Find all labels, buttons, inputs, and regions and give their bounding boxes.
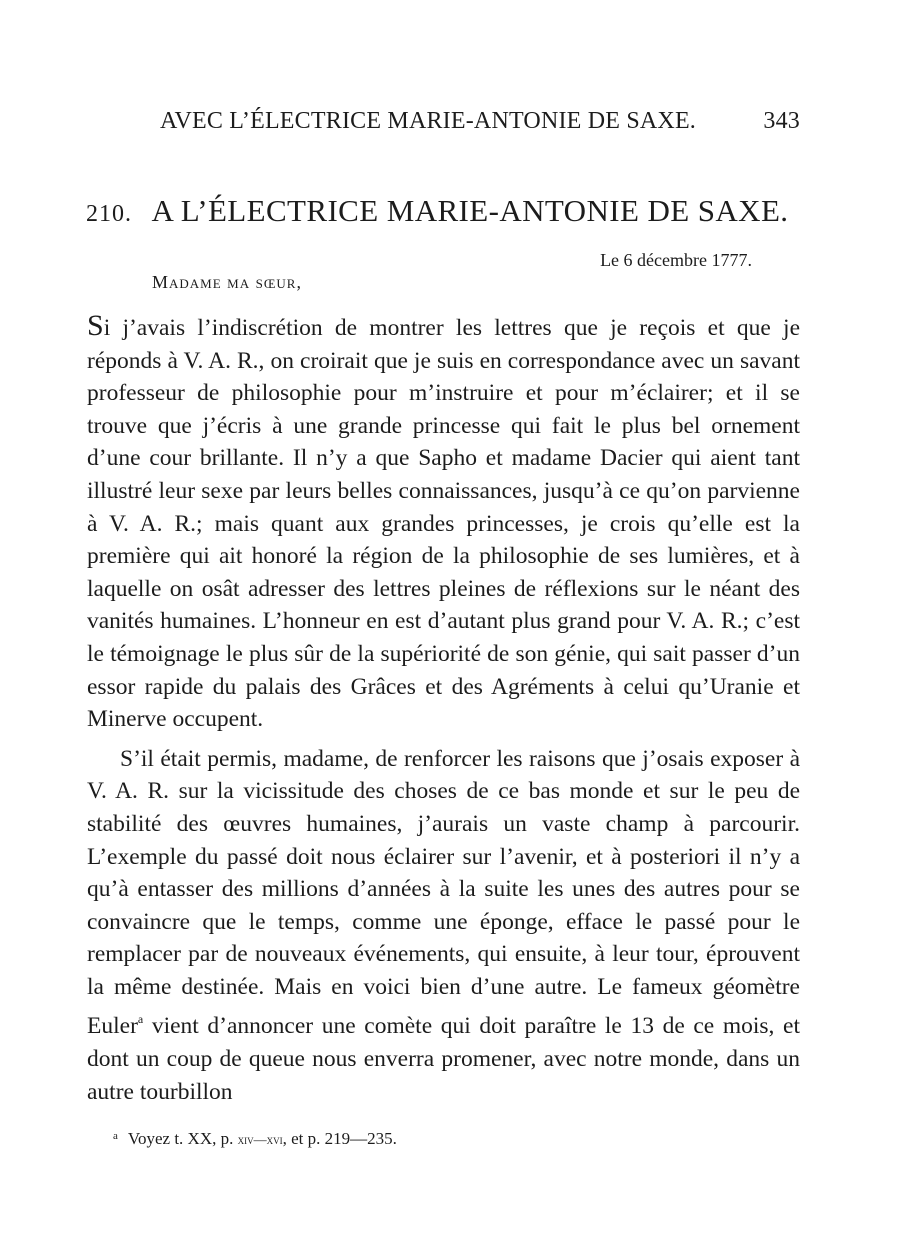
running-head-title: AVEC L’ÉLECTRICE MARIE-ANTONIE DE SAXE. <box>160 108 696 134</box>
paragraph <box>87 743 800 1109</box>
paragraph <box>87 310 800 736</box>
footnote-reference: a <box>137 1012 144 1027</box>
running-head <box>160 108 800 138</box>
letter-body <box>87 310 800 1108</box>
footnote-roman-range: xiv—xvi <box>237 1132 283 1147</box>
footnote-text: , et p. 219—235. <box>282 1129 397 1148</box>
salutation: Madame ma sœur, <box>152 272 302 292</box>
letter-number: 210. <box>86 201 132 227</box>
paragraph-text: S’il était permis, madame, de renforcer les raisons que j’osais exposer à V. A. R. sur la vicissitude des choses de ce bas monde et sur le peu de stabilité des œuvres humaines, j’aurais un vaste champ à parcourir. L’exemple du passé doit nous éclairer sur l’avenir, et à posteriori il n’y a qu’à entasser des millions d’années à la suite les unes des autres pour se convaincre que le temps, comme une éponge, efface le passé pour le remplacer par de nouveaux événements, qui ensuite, à leur tour, éprouvent la même destinée. Mais en voici bien d’une autre. Le fameux géomètre Euler <box>87 745 800 1040</box>
initial-letter: S <box>87 309 104 342</box>
page-number: 343 <box>763 108 800 134</box>
footnote-marker: a <box>113 1130 118 1142</box>
letter-heading <box>86 193 806 229</box>
paragraph-text: vient d’annoncer une comète qui doit paraître le 13 de ce mois, et dont un coup de queue nous enverra promener, avec notre monde, dans un autre tourbillon <box>87 1013 800 1105</box>
letter-date: Le 6 décembre 1777. <box>600 250 752 270</box>
footnote-text: Voyez t. XX, p. <box>127 1129 238 1148</box>
paragraph-text: i j’avais l’indiscrétion de montrer les lettres que je reçois et que je réponds à V. A. R., on croirait que je suis en correspondance avec un savant professeur de philosophie pour m’instruire et pour m’éclairer; et il se trouve que j’écris à une grande princesse qui fait le plus bel ornement d’une cour brillante. Il n’y a que Sapho et madame Dacier qui aient tant illustré leur sexe par leurs belles connaissances, jusqu’à ce qu’on parvienne à V. A. R.; mais quant aux grandes princesses, je crois qu’elle est la première qui ait honoré la région de la philosophie de ses lumières, et à laquelle on osât adresser des lettres pleines de réflexions sur le néant des vanités humaines. L’honneur en est d’autant plus grand pour V. A. R.; c’est le témoignage le plus sûr de la supériorité de son génie, qui sait passer d’un essor rapide du palais des Grâces et des Agréments à celui qu’Uranie et Minerve occupent. <box>87 315 800 733</box>
footnote <box>113 1129 713 1149</box>
letter-title: A L’ÉLECTRICE MARIE-ANTONIE DE SAXE. <box>151 193 789 228</box>
